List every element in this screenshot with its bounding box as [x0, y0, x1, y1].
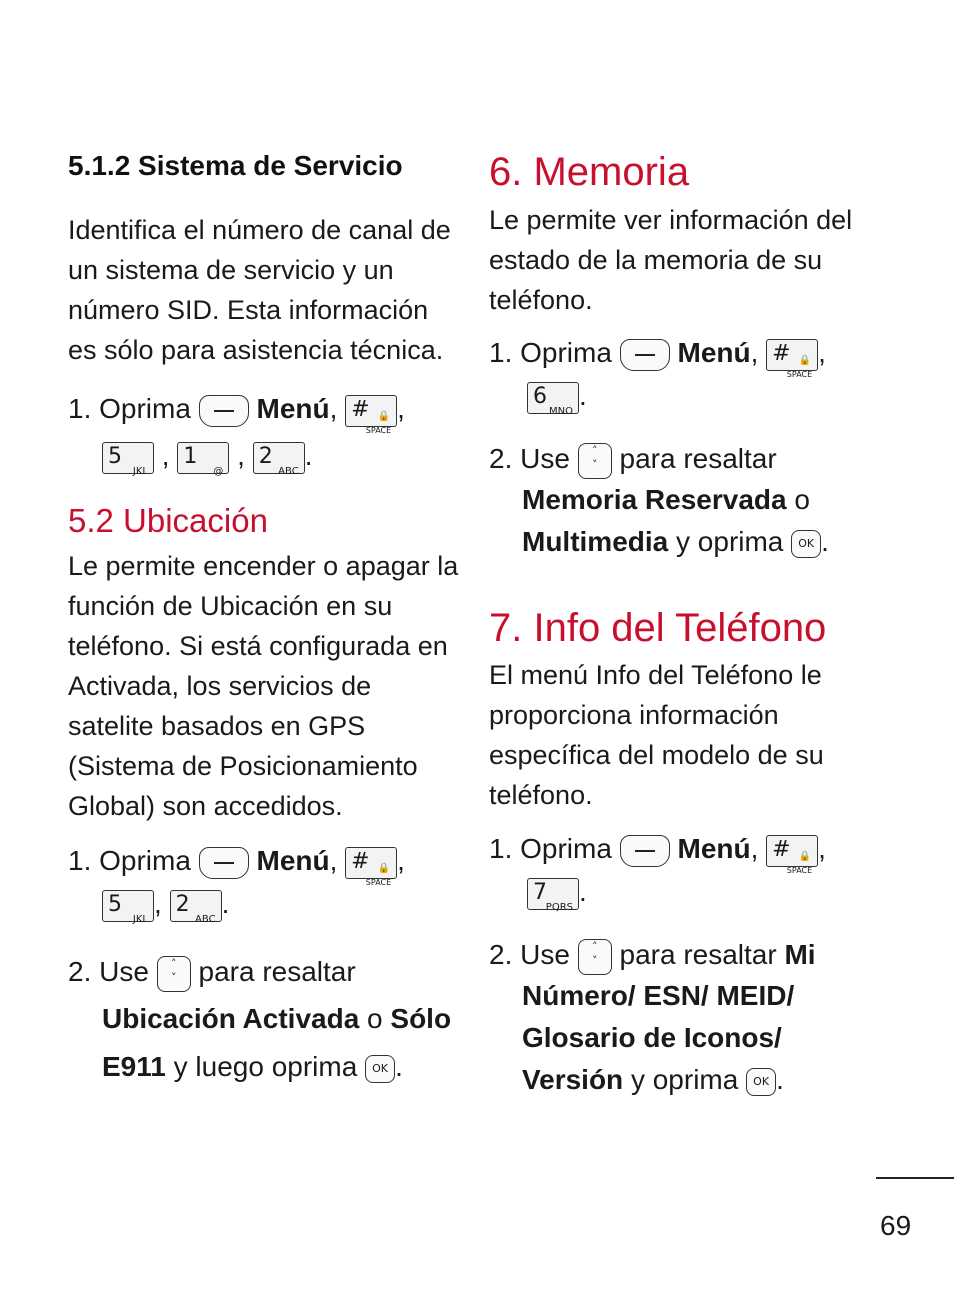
step-label: 1. Oprima	[68, 393, 191, 424]
hash-space-key-icon: # 🔒 SPACE	[766, 835, 818, 867]
left-soft-key-icon	[199, 847, 249, 879]
s6-step-2-options: Memoria Reservada o	[522, 484, 810, 515]
section-6-heading: 6. Memoria	[489, 150, 690, 194]
left-soft-key-icon	[620, 339, 670, 371]
key-1-icon: 1 @	[177, 442, 229, 474]
left-soft-key-icon	[199, 395, 249, 427]
footer-rule	[876, 1177, 954, 1179]
key-6-icon: 6 MNO	[527, 382, 579, 414]
s6-step-2-end: Multimedia y oprima OK .	[522, 526, 829, 557]
key-5-icon: 5 JKL	[102, 890, 154, 922]
section-7-body: El menú Info del Teléfono le proporciona información específica del modelo de su teléfono.	[489, 660, 824, 810]
s7-step-1: 1. Oprima Menú, # 🔒 SPACE ,	[489, 833, 826, 875]
s6-step-1-keys: 6 MNO .	[527, 376, 587, 416]
s7-step-2-line-3: Glosario de Iconos/	[522, 1022, 782, 1053]
nav-key-icon: ˄ ˅	[578, 443, 612, 479]
ok-key-icon: OK	[365, 1055, 395, 1083]
hash-space-key-icon: # 🔒 SPACE	[345, 395, 397, 427]
s7-step-2: 2. Use ˄ ˅ para resaltar Mi	[489, 935, 816, 975]
section-5-1-2-heading: 5.1.2 Sistema de Servicio	[68, 150, 403, 181]
s6-step-2: 2. Use ˄ ˅ para resaltar	[489, 439, 777, 479]
section-5-1-2-body: Identifica el número de canal de un sistema de servicio y un número SID. Esta información es sólo para asistencia técnica.	[68, 215, 451, 365]
key-7-icon: 7 PQRS	[527, 878, 579, 910]
section-7-heading: 7. Info del Teléfono	[489, 606, 827, 650]
left-soft-key-icon	[620, 835, 670, 867]
s52-step-2-end: E911 y luego oprima OK .	[102, 1051, 403, 1082]
s52-step-1: 1. Oprima Menú, # 🔒 SPACE ,	[68, 845, 405, 887]
s512-step-1: 1. Oprima Menú, # 🔒 SPACE ,	[68, 393, 405, 435]
menu-label: Menú	[256, 393, 330, 424]
section-6-body: Le permite ver información del estado de la memoria de su teléfono.	[489, 205, 853, 315]
s7-step-2-end: Versión y oprima OK .	[522, 1064, 784, 1095]
page-number: 69	[880, 1210, 912, 1241]
s52-step-2-options: Ubicación Activada o Sólo	[102, 1003, 452, 1034]
nav-key-icon: ˄ ˅	[578, 939, 612, 975]
ok-key-icon: OK	[746, 1068, 776, 1096]
hash-space-key-icon: # 🔒 SPACE	[766, 339, 818, 371]
s512-step-1-keys: 5 JKL , 1 @ , 2 ABC .	[102, 436, 312, 476]
s7-step-1-keys: 7 PQRS .	[527, 872, 587, 912]
section-5-2-heading: 5.2 Ubicación	[68, 502, 268, 539]
key-2-icon: 2 ABC	[170, 890, 222, 922]
section-5-2-body: Le permite encender o apagar la función de Ubicación en su teléfono. Si está configurada en Activada, los servicios de satelite basados en GPS (Sistema de Posicionamiento Global) son accedidos.	[68, 551, 459, 821]
s52-step-1-keys: 5 JKL , 2 ABC .	[102, 884, 229, 924]
key-5-icon: 5 JKL	[102, 442, 154, 474]
hash-space-key-icon: # 🔒 SPACE	[345, 847, 397, 879]
ok-key-icon: OK	[791, 530, 821, 558]
key-2-icon: 2 ABC	[253, 442, 305, 474]
s52-step-2: 2. Use ˄ ˅ para resaltar	[68, 952, 356, 992]
s7-step-2-line-2: Número/ ESN/ MEID/	[522, 980, 795, 1011]
s6-step-1: 1. Oprima Menú, # 🔒 SPACE ,	[489, 337, 826, 379]
nav-key-icon: ˄ ˅	[157, 956, 191, 992]
